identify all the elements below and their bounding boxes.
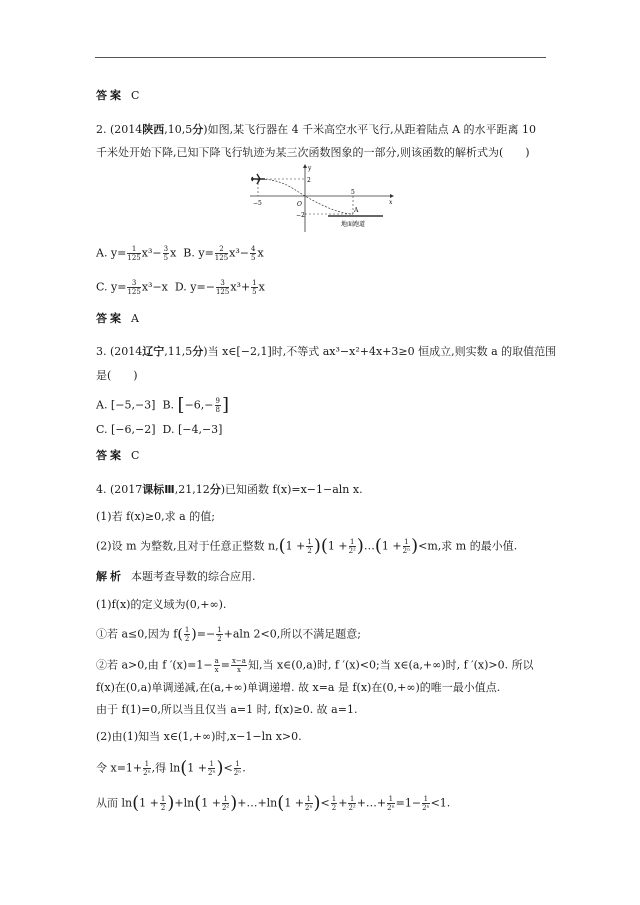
x-axis-arrow bbox=[390, 194, 394, 198]
tick-m2: −2 bbox=[296, 212, 305, 219]
top-rule bbox=[95, 57, 546, 58]
runway-label: 地面跑道 bbox=[341, 221, 366, 228]
x-label: x bbox=[389, 199, 393, 206]
answer-3: 答案 C bbox=[96, 449, 140, 462]
q4-part1: (1)若 f(x)≥0,求 a 的值; bbox=[96, 510, 215, 523]
sol-5: 由于 f(1)=0,所以当且仅当 a=1 时, f(x)≥0. 故 a=1. bbox=[96, 703, 358, 716]
tick-m5: −5 bbox=[253, 200, 262, 207]
q3-options-ab: A. [−5,−3] B. [−6,− $\frac{9}{8}$ ] bbox=[96, 394, 230, 416]
flight-curve bbox=[258, 179, 353, 214]
tick-5: 5 bbox=[351, 189, 355, 196]
point-a-label: A bbox=[354, 207, 359, 214]
y-label: y bbox=[308, 165, 312, 172]
sol-2: ①若 a≤0,因为 f( $\frac{1}{2}$ )=− $\frac{1}{2}$ +aln 2<0,所以不满足题意; bbox=[96, 626, 361, 643]
y-axis-arrow bbox=[303, 164, 307, 168]
sol-7: 令 x=1+ $\frac{1}{\text{2ⁿ}}$ ,得 ln(1 + $\frac{1}{\text{2ⁿ}}$ )< $\frac{1}{\text{2ⁿ}}$ . bbox=[96, 757, 246, 779]
sol-4: f(x)在(0,a)单调递减,在(a,+∞)单调递增. 故 x=a 是 f(x)在(0,+∞)的唯一最小值点. bbox=[96, 681, 501, 694]
answer-2: 答案 A bbox=[96, 312, 139, 325]
q3-line1: 3. (2014辽宁,11,5分)当 x∈[−2,1]时,不等式 ax³−x²+4x+3≥0 恒成立,则实数 a 的取值范围 bbox=[96, 345, 557, 358]
q2-options-cd: C. y= $\frac{3}{125}$ x³−x D. y=− $\frac{3}{125}$ x³+ $\frac{1}{5}$ x bbox=[96, 279, 265, 296]
q2-figure bbox=[248, 164, 398, 234]
airplane-icon bbox=[251, 174, 265, 184]
jiexi: 解析 本题考查导数的综合应用. bbox=[96, 570, 256, 583]
sol-8: 从而 ln(1 + $\frac{1}{2}$ )+ln(1 + $\frac{1}{\text{2²}}$ )+…+ln(1 + $\frac{1}{\text{2ⁿ}}$ )< $\frac{1}{2}$ + $\frac{1}{\text{2²}}$ +…+ $\frac{1}{\text{2ⁿ}}$ =1− $\frac{1}{\text{2ⁿ}}$ <1. bbox=[96, 792, 451, 814]
answer-1: 答案 C bbox=[96, 89, 140, 102]
tick-2: 2 bbox=[307, 177, 311, 184]
q4-line1: 4. (2017课标Ⅲ,21,12分)已知函数 f(x)=x−1−aln x. bbox=[96, 483, 363, 496]
sol-3: ②若 a>0,由 f ′(x)=1− $\frac{a}{x}$ = $\frac{x-a}{x}$ 知,当 x∈(0,a)时, f ′(x)<0;当 x∈(a,+∞)时, f ′(x)>0. 所以 bbox=[96, 657, 534, 674]
q2-options-ab: A. y= $\frac{1}{125}$ x³− $\frac{3}{5}$ x B. y= $\frac{2}{125}$ x³− $\frac{4}{5}$ x bbox=[96, 245, 264, 262]
q2-line1: 2. (2014陕西,10,5分)如图,某飞行器在 4 千米高空水平飞行,从距着陆点 A 的水平距离 10 bbox=[96, 123, 537, 136]
sol-6: (2)由(1)知当 x∈(1,+∞)时,x−1−ln x>0. bbox=[96, 730, 302, 743]
q4-part2: (2)设 m 为整数,且对于任意正整数 n,(1 + $\frac{1}{2}$ )(1 + $\frac{1}{\text{2²}}$ )…(1 + $\frac{1}{\text{2ⁿ}}$ )<m,求 m 的最小值. bbox=[96, 535, 518, 557]
q2-line2: 千米处开始下降,已知下降飞行轨迹为某三次函数图象的一部分,则该函数的解析式为( ) bbox=[96, 146, 530, 159]
origin-label: O bbox=[297, 201, 302, 208]
sol-1: (1)f(x)的定义域为(0,+∞). bbox=[96, 598, 227, 611]
q3-line2: 是( ) bbox=[96, 369, 138, 382]
q3-options-cd: C. [−6,−2] D. [−4,−3] bbox=[96, 423, 223, 436]
